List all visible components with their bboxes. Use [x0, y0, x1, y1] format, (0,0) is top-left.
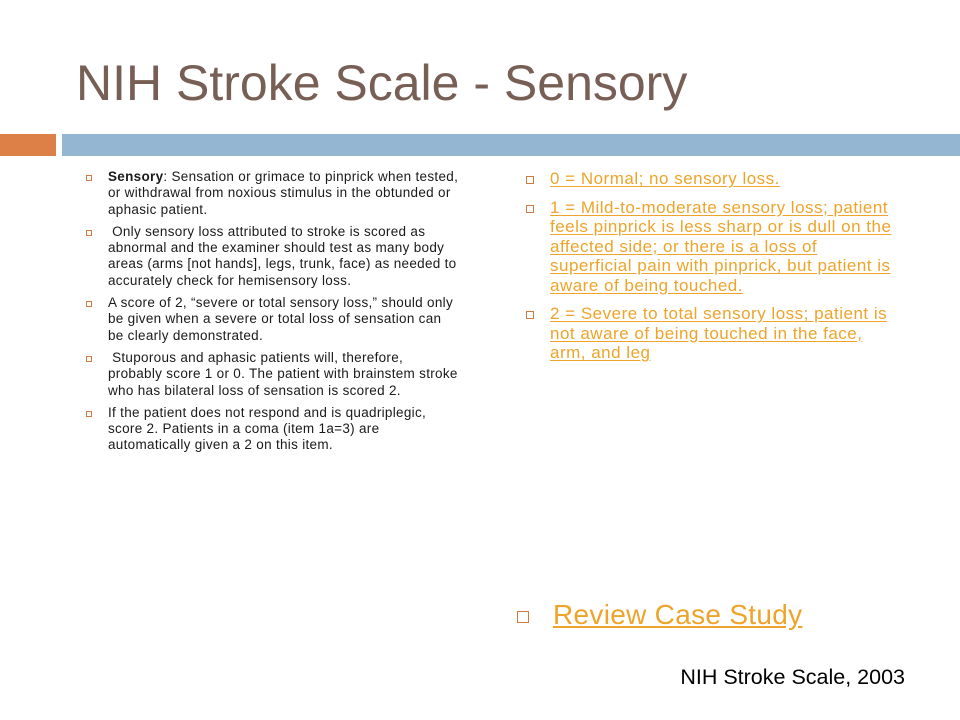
accent-bar-orange — [0, 134, 56, 156]
criteria-text: Only sensory loss attributed to stroke is scored as abnormal and the examiner should test as many body areas (arms [not hands], legs, trunk, face) as needed to accurately check for hemisensory loss. — [108, 223, 461, 288]
square-bullet-icon — [526, 176, 534, 184]
score-item — [550, 198, 898, 296]
criteria-item — [108, 350, 460, 399]
criteria-item — [108, 295, 460, 344]
square-bullet-icon — [517, 611, 529, 623]
square-bullet-icon — [86, 356, 92, 362]
square-bullet-icon — [526, 311, 534, 319]
score-1-link[interactable]: 1 = Mild-to-moderate sensory loss; patient feels pinprick is less sharp or is dull on the affected side; or there is a loss of superficial pain with pinprick, but patient is aware of being touched. — [550, 197, 892, 295]
sensory-criteria-list — [108, 169, 463, 460]
citation: NIH Stroke Scale, 2003 — [680, 665, 905, 689]
criteria-text: : Sensation or grimace to pinprick when tested, or withdrawal from noxious stimulus in the obtunded or aphasic patient. — [108, 169, 463, 217]
score-item — [550, 169, 898, 189]
score-0-link[interactable]: 0 = Normal; no sensory loss. — [550, 169, 780, 188]
criteria-item — [108, 405, 460, 454]
square-bullet-icon — [86, 411, 92, 417]
criteria-text: If the patient does not respond and is quadriplegic, score 2. Patients in a coma (item 1a=3) are automatically given a 2 on this item. — [108, 404, 431, 453]
square-bullet-icon — [86, 301, 92, 307]
square-bullet-icon — [86, 230, 92, 236]
review-case-study-link[interactable]: Review Case Study — [553, 599, 803, 630]
square-bullet-icon — [526, 205, 534, 213]
review-case-study-item — [553, 598, 802, 632]
criteria-text: A score of 2, “severe or total sensory loss,” should only be given when a severe or total loss of sensation can be clearly demonstrated. — [108, 295, 458, 343]
criteria-term: Sensory — [108, 169, 164, 184]
accent-bar-blue — [62, 134, 960, 156]
score-item — [550, 304, 898, 363]
criteria-text: Stuporous and aphasic patients will, therefore, probably score 1 or 0. The patient with brainstem stroke who has bilateral loss of sensation is scored 2. — [108, 349, 462, 398]
criteria-item — [108, 224, 460, 289]
score-definitions-list — [550, 169, 898, 372]
criteria-item — [108, 169, 463, 218]
score-2-link[interactable]: 2 = Severe to total sensory loss; patient is not aware of being touched in the face, arm, and leg — [550, 304, 888, 362]
slide-title: NIH Stroke Scale - Sensory — [76, 55, 688, 111]
square-bullet-icon — [86, 175, 92, 181]
